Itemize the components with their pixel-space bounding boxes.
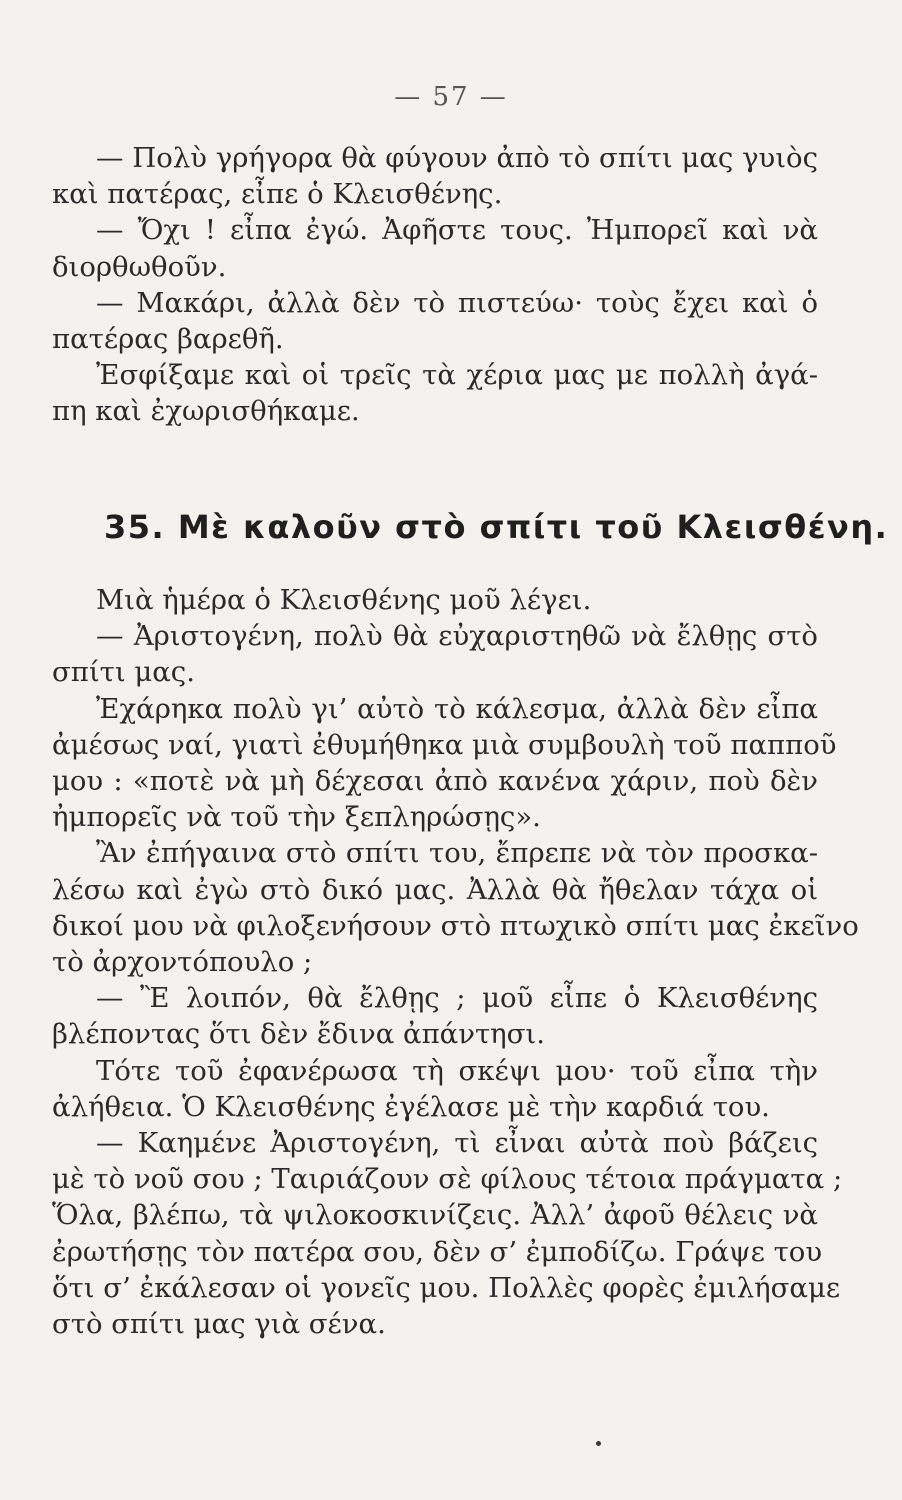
text-line: καὶ πατέρας, εἶπε ὁ Κλεισθένης. xyxy=(52,178,503,211)
text-line: ἀμέσως ναί, γιατὶ ἐθυμήθηκα μιὰ συμβουλὴ τοῦ παπποῦ xyxy=(52,728,837,761)
page-number: — 57 — xyxy=(394,82,508,112)
text-line: Ἐσφίξαμε καὶ οἱ τρεῖς τὰ χέρια μας με πολλὴ ἀγά- xyxy=(96,359,818,392)
print-speck xyxy=(596,1441,601,1446)
text-line: ὅτι σ’ ἐκάλεσαν οἱ γονεῖς μου. Πολλὲς φορὲς ἐμιλήσαμε xyxy=(52,1271,841,1304)
text-line: — Καημένε Ἀριστογένη, τὶ εἶναι αὐτὰ ποὺ βάζεις xyxy=(96,1127,818,1160)
text-line: σπίτι μας. xyxy=(52,656,195,689)
text-line: Ἂν ἐπήγαινα στὸ σπίτι του, ἔπρεπε νὰ τὸν προσκα- xyxy=(96,837,818,870)
text-line: στὸ σπίτι μας γιὰ σένα. xyxy=(52,1308,386,1341)
text-line: μου : «ποτὲ νὰ μὴ δέχεσαι ἀπὸ κανένα χάριν, ποὺ δὲν xyxy=(52,765,818,798)
text-line: βλέποντας ὅτι δὲν ἔδινα ἀπάντησι. xyxy=(52,1018,545,1051)
text-line: πη καὶ ἐχωρισθήκαμε. xyxy=(52,395,360,428)
text-line: ἐρωτήσῃς τὸν πατέρα σου, δὲν σ’ ἐμποδίζω. Γράψε του xyxy=(52,1235,823,1268)
text-line: — Ἀριστογένη, πολὺ θὰ εὐχαριστηθῶ νὰ ἔλθῃς στὸ xyxy=(96,620,818,653)
text-line: διορθωθοῦν. xyxy=(52,250,227,283)
text-line: τὸ ἀρχοντόπουλο ; xyxy=(52,946,313,979)
text-line: πατέρας βαρεθῆ. xyxy=(52,323,284,356)
text-line: ἀλήθεια. Ὁ Κλεισθένης ἐγέλασε μὲ τὴν καρδιά του. xyxy=(52,1090,770,1123)
text-line: μὲ τὸ νοῦ σου ; Ταιριάζουν σὲ φίλους τέτοια πράγματα ; xyxy=(52,1163,843,1196)
text-line: Ὅλα, βλέπω, τὰ ψιλοκοσκινίζεις. Ἀλλ’ ἀφοῦ θέλεις νὰ xyxy=(52,1199,818,1232)
text-line: — Μακάρι, ἀλλὰ δὲν τὸ πιστεύω· τοὺς ἔχει καὶ ὁ xyxy=(96,286,818,319)
text-block-dialogue xyxy=(52,140,818,430)
text-line: — Ὄχι ! εἶπα ἐγώ. Ἀφῆστε τους. Ἠμπορεῖ καὶ νὰ xyxy=(96,214,818,247)
text-line: — Πολὺ γρήγορα θὰ φύγουν ἀπὸ τὸ σπίτι μας γυιὸς xyxy=(96,142,818,174)
text-line: ἠμπορεῖς νὰ τοῦ τὴν ξεπληρώσῃς». xyxy=(52,801,541,834)
text-line: λέσω καὶ ἐγὼ στὸ δικό μας. Ἀλλὰ θὰ ἤθελαν τάχα οἱ xyxy=(52,873,818,906)
text-line: Μιὰ ἡμέρα ὁ Κλεισθένης μοῦ λέγει. xyxy=(96,584,592,616)
text-line: Τότε τοῦ ἐφανέρωσα τὴ σκέψι μου· τοῦ εἶπα τὴν xyxy=(96,1054,818,1087)
text-line: δικοί μου νὰ φιλοξενήσουν στὸ πτωχικὸ σπίτι μας ἐκεῖνο xyxy=(52,909,859,942)
text-line: — Ἒ λοιπόν, θὰ ἔλθῃς ; μοῦ εἶπε ὁ Κλεισθένης xyxy=(96,982,818,1015)
chapter-heading: 35. Μὲ καλοῦν στὸ σπίτι τοῦ Κλεισθένη. xyxy=(104,508,889,546)
text-line: Ἐχάρηκα πολὺ γι’ αὐτὸ τὸ κάλεσμα, ἀλλὰ δὲν εἶπα xyxy=(96,692,818,725)
text-block-chapter-35 xyxy=(52,582,859,1342)
